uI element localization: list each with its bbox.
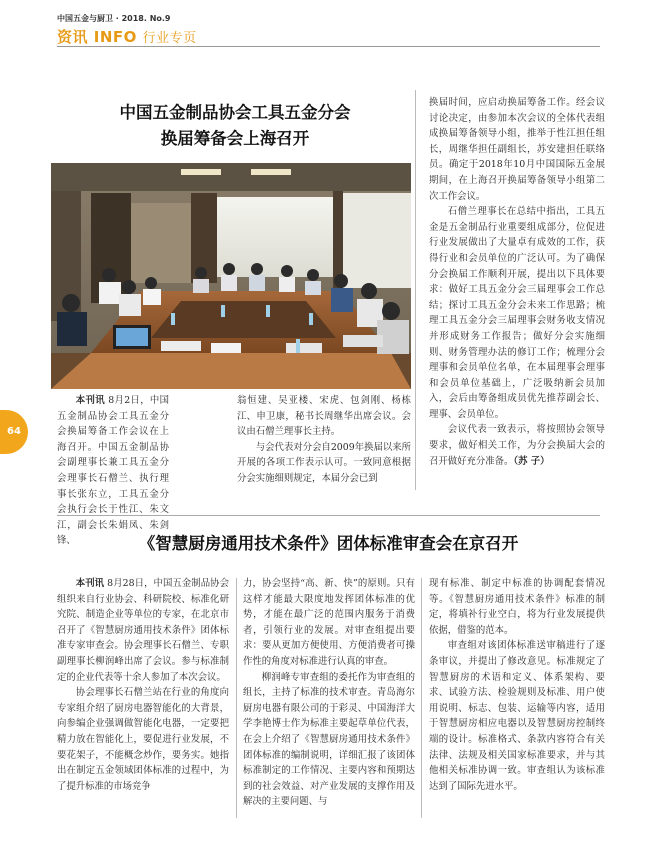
article2-column-1 — [57, 576, 229, 794]
meeting-photo — [51, 163, 411, 389]
article1-lead-label: 本刊讯 — [75, 395, 105, 406]
journal-name: 中国五金与厨卫 · 2018. No.9 — [57, 14, 171, 23]
article1-col3-p3-text: 会议代表一致表示，将按照协会领导要求，做好相关工作，为分会换届大会的召开做好充分准备。 — [429, 424, 605, 467]
article2-lead-paragraph — [57, 576, 229, 685]
section-subtitle: 行业专页 — [142, 31, 197, 46]
column-divider — [415, 90, 416, 490]
page-number: 64 — [0, 410, 28, 454]
article1-col3-p3 — [429, 422, 605, 469]
article1-col3-p2: 石僧兰理事长在总结中指出，工具五金是五金制品行业重要组成部分，位促进行业发展做出了大量卓有成效的工作，获得行业和会员单位的广泛认可。为了确保分会换届工作顺利开展，提出以下具体要求：做好工具五金分会三届理事会工作总结；探讨工具五金分会未来工作思路；梳理工具五金分会三届理事会财务收支情况并形成财务工作报告；做好分会实施细则、财务管理办法的修订工作；梳理分会理事和会员单位名单，在本届理事会理事和会员单位基础上，广泛吸纳新会员加入，会后由筹备组成员优先推荐副会长、理事、会员单位。 — [429, 206, 605, 420]
article1-col1-text: 8月2日，中国五金制品协会工具五金分会换届筹备工作会议在上海召开。中国五金制品协会副理事长兼工具五金分会理事长石僧兰、执行理事长张东立，工具五金分会执行会长于性江、朱文江，副会长朱娟凤、朱剑锋、 — [57, 395, 169, 547]
article1-title-line2: 换届筹备会上海召开 — [160, 129, 310, 148]
article2-col1-text: 8月28日，中国五金制品协会组织来自行业协会、科研院校、标准化研究院、制造企业等单位的专家，在北京市召开了《智慧厨房通用技术条件》团体标准专家审查会。协会理事长石僧兰、专职副理事长柳润峰出席了会议。参与标准制定的企业代表等十余人参加了本次会议。 — [57, 578, 229, 683]
header-rule — [57, 46, 600, 47]
column-divider — [421, 578, 422, 818]
article2-col3-p1: 现有标准、制定中标准的协调配套情况等。《智慧厨房通用技术条件》标准的制定，将填补行业空白，将为行业发展提供依据，借鉴的范本。 — [429, 578, 605, 636]
article1-column-3 — [429, 95, 605, 469]
article1-title — [60, 100, 410, 152]
article2-column-2 — [243, 576, 415, 810]
article1-title-line1: 中国五金制品协会工具五金分会 — [119, 103, 351, 122]
section-label-en: INFO — [93, 28, 137, 46]
article-divider — [57, 515, 600, 516]
article1-column-1 — [57, 393, 169, 549]
section-label-cn: 资讯 — [57, 28, 89, 46]
column-divider — [236, 578, 237, 818]
article2-lead-label: 本刊讯 — [75, 578, 105, 589]
article2-col2-p2: 柳润峰专审查组的委托作为审查组的组长，主持了标准的技术审查。青岛海尔厨房电器有限公司的于彩灵、中国海洋大学李艳博士作为标准主要起草单位代表，在会上介绍了《智慧厨房通用技术条件》团体标准的编制说明，详细汇报了该团体标准制定的工作情况、主要内容和预期达到的社会效益、对产业发展的支撑作用及解决的主要问题、与 — [243, 671, 415, 808]
article2-col2-p1: 力，协会坚持“高、新、快”的原则。只有这样才能最大限度地发挥团体标准的优势，才能在最广泛的范围内服务于消费者，引领行业的发展。对审查组提出要求：要从更加方便使用、方便消费者可操作性的角度对标准进行认真的审查。 — [243, 578, 415, 667]
article1-col2-p2: 与会代表对分会自2009年换届以来所开展的各项工作表示认可。一致同意根据分会实施细则规定，本届分会已到 — [237, 441, 411, 484]
article1-author: （苏 子） — [513, 455, 550, 467]
article1-col3-p1: 换届时间，应启动换届筹备工作。经会议讨论决定，由参加本次会议的全体代表组成换届筹备领导小组，推举于性江担任组长，周继华担任副组长，苏安建担任联络员。确定于2018年10月中国国际五金展期间，在上海召开换届筹备领导小组第二次工作会议。 — [429, 97, 605, 202]
article1-col2-p1: 翁恒建、吴亚楼、宋虎、包剑刚、杨栋江、申卫康，秘书长周继华出席会议。会议由石僧兰理事长主持。 — [237, 395, 411, 438]
article2-col3-p2: 审查组对该团体标准送审稿进行了逐条审议，并提出了修改意见。标准规定了智慧厨房的术语和定义、体系架构、要求、试验方法、检验规则及标准、用户使用说明、标志、包装、运输等内容，适用于智慧厨房相应电器以及智慧厨房控制终端的设计。标准格式、条款内容符合有关法律、法规及相关国家标准要求，并与其他相关标准协调一致。审查组认为该标准达到了国际先进水平。 — [429, 640, 605, 792]
section-header — [57, 26, 197, 47]
article2-col1-p2: 协会理事长石僧兰站在行业的角度向专家组介绍了厨房电器智能化的大背景，向参编企业强调做智能化电器，一定要把精力放在智能化上，要促进行业发展，不要花架子，不能概念炒作，要务实。她指出在制定五金领域团体标准的过程中，为了提升标准的市场竞争 — [57, 687, 229, 792]
article1-column-2 — [237, 393, 411, 487]
article1-lead-paragraph — [57, 393, 169, 549]
article2-column-3 — [429, 576, 605, 794]
article2-title: 《智慧厨房通用技术条件》团体标准审查会在京召开 — [138, 534, 519, 553]
